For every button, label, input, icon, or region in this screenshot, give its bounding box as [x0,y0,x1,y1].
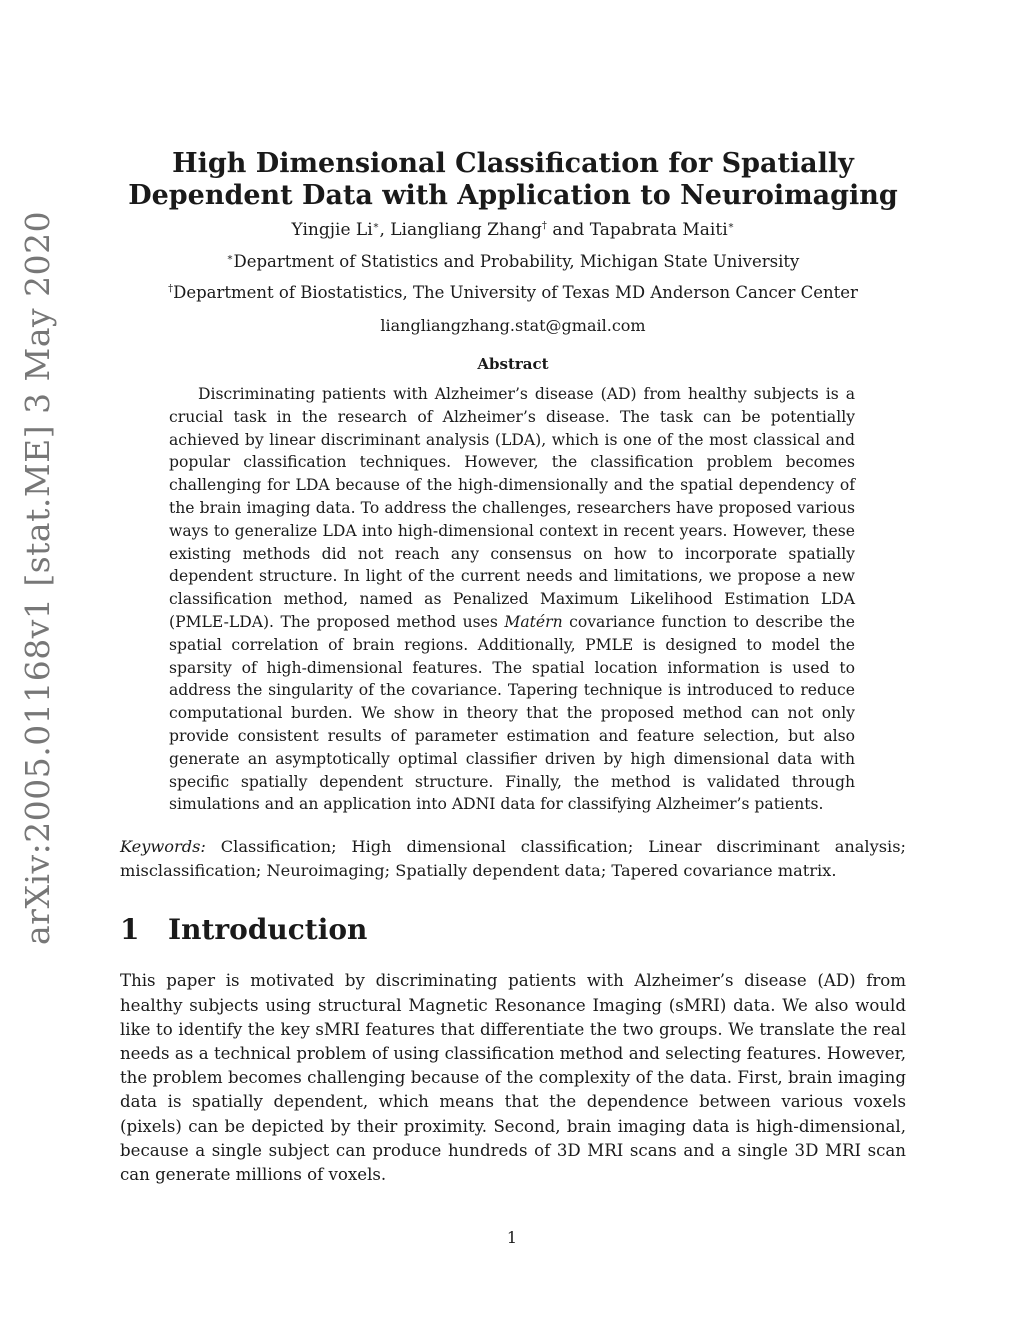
page-number: 1 [506,1228,518,1247]
abstract-heading: Abstract [477,355,549,373]
paper-page [120,148,906,1204]
abstract-text: covariance function to describe the spatial correlation of brain regions. Additionally, PMLE is designed to model the sparsity of high-dimensional features. The spatial location information is used to address the singularity of the covariance. Tapering technique is introduced to reduce computational burden. We show in theory that the proposed method can not only provide consistent results of parameter estimation and feature selection, but also generate an asymptotically optimal classifier driven by high dimensional data with specific spatially dependent structure. Finally, the method is validated through simulations and an application into ADNI data for classifying Alzheimer’s patients. [169,612,855,814]
author-name: Liangliang Zhang [390,220,542,240]
affiliation-mark: ∗ [226,252,234,264]
abstract-text: Discriminating patients with Alzheimer’s disease (AD) from healthy subjects is a crucial task in the research of Alzheimer’s disease. The task can be potentially achieved by linear discriminant analysis (LDA), which is one of the most classical and popular classification techniques. However, the classification problem becomes challenging for LDA because of the high-dimensionally and the spatial dependency of the brain imaging data. To address the challenges, researchers have proposed various ways to generalize LDA into high-dimensional context in recent years. However, these existing methods did not reach any consensus on how to incorporate spatially dependent structure. In light of the current needs and limitations, we propose a new classification method, named as Penalized Maximum Likelihood Estimation LDA (PMLE-LDA). The proposed method uses [169,385,855,631]
affiliation-2 [120,283,906,302]
title-line-2: Dependent Data with Application to Neuroimaging [128,180,898,211]
author-name: Tapabrata Maiti [589,220,728,240]
keywords-text: Classification; High dimensional classification; Linear discriminant analysis; misclassification; Neuroimaging; Spatially dependent data; Tapered covariance matrix. [120,837,906,881]
author-name: Yingjie Li [291,220,373,240]
abstract-body [169,383,855,816]
section-heading [120,913,906,946]
abstract-italic-term: Matérn [504,612,563,631]
affiliation-1 [120,252,906,271]
contact-email: liangliangzhang.stat@gmail.com [380,316,646,335]
arxiv-identifier: arXiv:2005.01168v1 [stat.ME] 3 May 2020 [18,210,57,945]
section-title: Introduction [168,913,368,947]
title-line-1: High Dimensional Classification for Spatially [172,148,854,179]
author-mark: † [541,220,547,232]
paper-title [120,148,906,212]
affiliation-mark: † [168,283,174,295]
intro-paragraph: This paper is motivated by discriminating patients with Alzheimer’s disease (AD) from healthy subjects using structural Magnetic Resonance Imaging (sMRI) data. We also would like to identify the key sMRI features that differentiate the two groups. We translate the real needs as a technical problem of using classification method and selecting features. However, the problem becomes challenging because of the complexity of the data. First, brain imaging data is spatially dependent, which means that the dependence between various voxels (pixels) can be depicted by their proximity. Second, brain imaging data is high-dimensional, because a single subject can produce hundreds of 3D MRI scans and a single 3D MRI scan can generate millions of voxels. [120,971,906,1184]
section-number: 1 [120,913,140,947]
affiliation-text: Department of Biostatistics, The University of Texas MD Anderson Cancer Center [173,283,858,302]
author-mark: ∗ [727,220,735,232]
keywords [120,835,906,883]
keywords-label: Keywords: [120,837,206,857]
author-mark: ∗ [372,220,380,232]
author-list [120,220,906,240]
author-separator: , [379,220,391,240]
affiliation-text: Department of Statistics and Probability, Michigan State University [233,252,800,271]
author-separator: and [546,220,590,240]
